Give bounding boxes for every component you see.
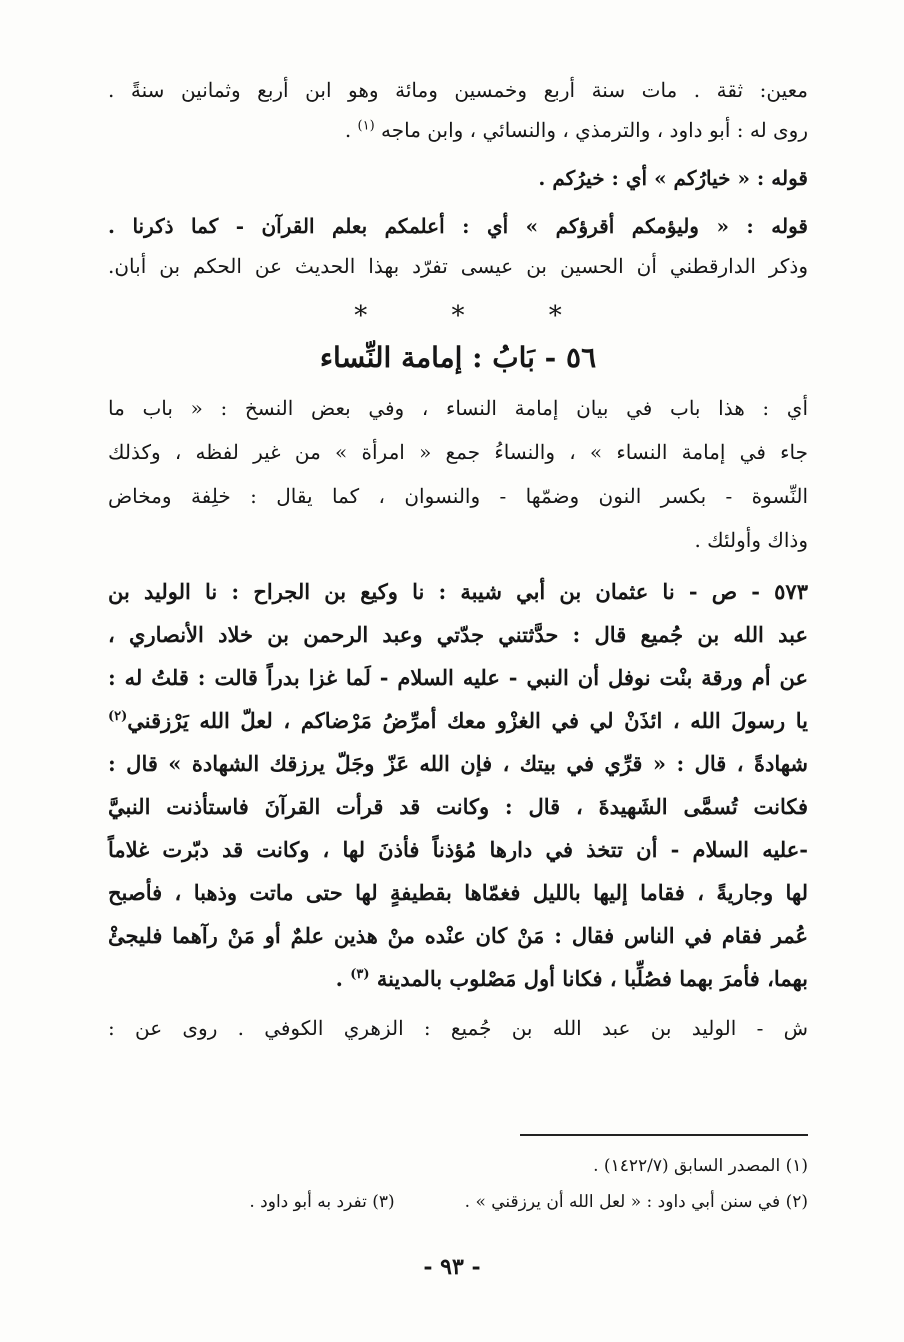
hadith-line-10-text: بهما، فأمرَ بهما فصُلِّبا ، فكانا أول مَصْلوب بالمدينة [376,966,808,991]
hadith-text [108,570,808,1000]
intro-line-2-text: روى له : أبو داود ، والترمذي ، والنسائي ، وابن ماجه [381,118,808,142]
chapter-explanation-line-2: جاء في إمامة النساء » ، والنساءُ جمع « امرأة » من غير لفظه ، وكذلك [108,440,808,464]
hadith-line-9: عُمر فقام في الناس فقال : مَنْ كان عنْده منْ هذين علمٌ أو مَنْ رآهما فليجئْ [108,923,808,948]
footnote-ref-2: (٢) [108,709,128,724]
hadith-line-4 [108,699,808,742]
chapter-title: ٥٦ - بَابُ : إمامة النِّساء [319,341,597,374]
section-separator: * * * [354,301,600,331]
qawluh-khiyarukum: قوله : « خيارُكم » أي : خيرُكم . [538,166,808,190]
hadith-line-8: لها وجاريةً ، فقاما إليها بالليل فغمّاها بقطيفةٍ لها حتى ماتت وذهبا ، فأصبح [108,880,808,905]
intro-line-2 [108,110,808,150]
intro-line-1: معين: ثقة . مات سنة أربع وخمسين ومائة وهو ابن أربع وثمانين سنةً . [108,78,808,102]
hadith-line-4-text: يا رسولَ الله ، ائذَنْ لي في الغزْو معك أمرِّضُ مَرْضاكم ، لعلّ الله يَرْزقني [127,708,808,733]
intro-paragraph [108,70,808,150]
page-body [108,70,808,1048]
hadith-line-6: فكانت تُسمَّى الشَهيدةَ ، قال : وكانت قد قرأت القرآنَ فاستأذنت النبيَّ [108,794,808,819]
footnote-1-text: (١) المصدر السابق (١٤٢٢/٧) . [593,1156,808,1176]
footnote-gap [395,1184,465,1220]
footnotes [108,1148,808,1220]
footnote-ref-3: (٣) [350,967,370,982]
footnote-2-text: (٢) في سنن أبي داود : « لعل الله أن يرزقني » . [464,1192,808,1212]
hadith-line-3: عن أم ورقة بنْت نوفل أن النبي - عليه السلام - لَما غزا بدراً قالت : قلتُ له : [108,665,808,690]
chapter-explanation-line-1: أي : هذا باب في بيان إمامة النساء ، وفي بعض النسخ : « باب ما [108,396,808,420]
page-number: - ٩٣ - [423,1254,481,1280]
footnote-1 [108,1148,808,1184]
sharh-line: ش - الوليد بن عبد الله بن جُميع : الزهري الكوفي . روى عن : [108,1016,808,1040]
chapter-explanation-line-3: النِّسوة - بكسر النون وضمّها - والنسوان ، كما يقال : خلِفة ومخاض [108,484,808,508]
footnote-3-text: (٣) تفرد به أبو داود . [249,1192,395,1212]
qawluh-aqraukum-line-1: قوله : « وليؤمكم أقرؤكم » أي : أعلمكم بعلم القرآن - كما ذكرنا . [108,214,808,238]
chapter-explanation [108,386,808,562]
hadith-line-2: عبد الله بن جُميع قال : حدَّثتني جدّتي وعبد الرحمن بن خلاد الأنصاري ، [108,622,808,647]
footnote-row-2 [108,1184,808,1220]
hadith-line-10-tail: . [335,966,351,991]
hadith-line-5: شهادةً ، قال : « قرِّي في بيتك ، فإن الله عَزّ وجَلّ يرزقك الشهادة » قال : [108,751,808,776]
footnote-divider [520,1134,808,1136]
hadith-line-10 [108,957,808,1000]
chapter-explanation-line-4: وذاك وأولئك . [694,528,808,552]
qawluh-aqraukum-line-2: وذكر الدارقطني أن الحسين بن عيسى تفرّد بهذا الحديث عن الحكم بن أبان. [108,254,808,278]
intro-line-2-tail: . [344,118,358,142]
footnote-ref-1: (١) [357,118,375,134]
qawluh-aqraukum-paragraph [108,206,808,286]
hadith-line-1: ٥٧٣ - ص - نا عثمان بن أبي شيبة : نا وكيع بن الجراح : نا الوليد بن [108,579,808,604]
hadith-line-7: -عليه السلام - أن تتخذ في دارها مُؤذناً فأذنَ لها ، وكانت قد دبّرت غلاماً [108,837,808,862]
